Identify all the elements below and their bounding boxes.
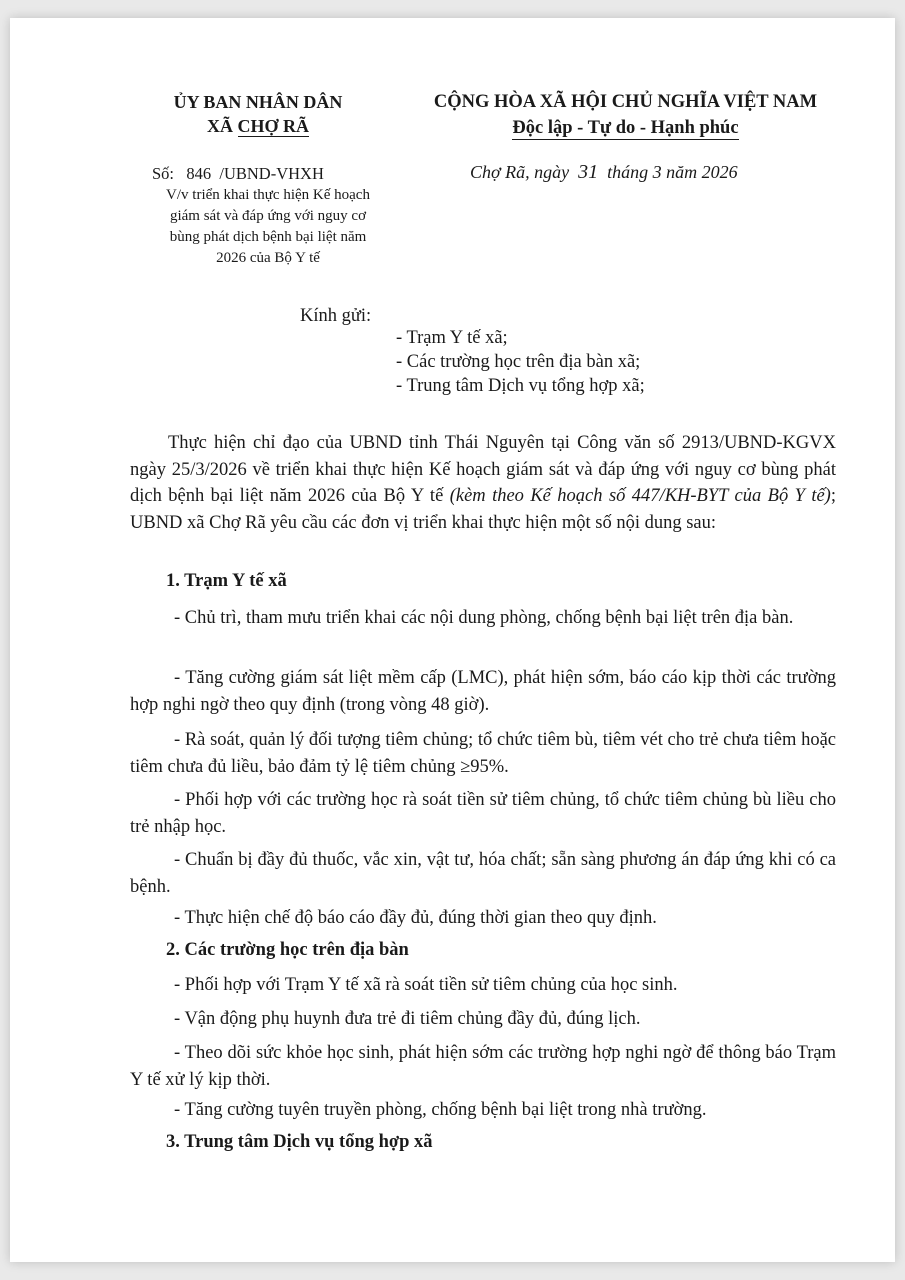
issuer-commune — [108, 114, 408, 138]
national-title: CỘNG HÒA XÃ HỘI CHỦ NGHĨA VIỆT NAM — [433, 92, 818, 112]
issuer-line1: ỦY BAN NHÂN DÂN — [173, 92, 343, 112]
section-2-item-2-text: - Vận động phụ huynh đưa trẻ đi tiêm chủng đầy đủ, đúng lịch. — [174, 1009, 641, 1029]
section-1-item-4 — [130, 787, 836, 840]
doc-number-suffix: /UBND-VHXH — [219, 164, 324, 183]
section-3-heading: 3. Trung tâm Dịch vụ tổng hợp xã — [166, 1132, 433, 1152]
section-1-item-4-text: - Phối hợp với các trường học rà soát tiền sử tiêm chủng, tổ chức tiêm chủng bù liều cho trẻ nhập học. — [130, 790, 836, 837]
section-1-item-2-text: - Tăng cường giám sát liệt mềm cấp (LMC), phát hiện sớm, báo cáo kịp thời các trường hợp nghi ngờ theo quy định (trong vòng 48 giờ). — [130, 668, 836, 715]
section-1-item-6 — [130, 905, 836, 932]
section-2-item-4-text: - Tăng cường tuyên truyền phòng, chống bệnh bại liệt trong nhà trường. — [174, 1100, 707, 1120]
section-1-item-6-text: - Thực hiện chế độ báo cáo đầy đủ, đúng thời gian theo quy định. — [174, 908, 657, 928]
date-line — [470, 161, 738, 184]
section-1-item-5 — [130, 847, 836, 900]
section-2-item-3 — [130, 1040, 836, 1093]
intro-part2: ; UBND xã Chợ Rã yêu cầu các đơn vị triển khai thực hiện một số nội dung sau: — [130, 486, 836, 533]
section-1-item-3 — [130, 727, 836, 780]
subject-line-3: bùng phát dịch bệnh bại liệt năm — [169, 229, 367, 245]
issuer-line2-underlined: CHỢ RÃ — [237, 116, 309, 136]
section-2-heading: 2. Các trường học trên địa bàn — [166, 940, 409, 960]
recipient-2: - Các trường học trên địa bàn xã; — [396, 352, 641, 372]
section-1-item-1-text: - Chủ trì, tham mưu triển khai các nội dung phòng, chống bệnh bại liệt trên địa bàn. — [174, 608, 794, 628]
date-prefix: Chợ Rã, ngày — [470, 162, 570, 182]
date-day: 31 — [578, 161, 599, 183]
national-motto-text: Độc lập - Tự do - Hạnh phúc — [512, 118, 739, 138]
section-1-heading: 1. Trạm Y tế xã — [166, 571, 287, 591]
intro-part1: Thực hiện chỉ đạo của UBND tỉnh Thái Nguyên tại Công văn số 2913/UBND-KGVX ngày 25/3/2026 về triển khai thực hiện Kế hoạch giám sát và đáp ứng với nguy cơ bùng phát dịch bệnh bại liệt năm 2026 của Bộ Y tế — [130, 433, 836, 506]
section-1-item-3-text: - Rà soát, quản lý đối tượng tiêm chủng; tổ chức tiêm bù, tiêm vét cho trẻ chưa tiêm hoặc tiêm chưa đủ liều, bảo đảm tỷ lệ tiêm chủng ≥95%. — [130, 730, 836, 777]
subject-line-2: giám sát và đáp ứng với nguy cơ — [169, 208, 367, 224]
section-2-item-1-text: - Phối hợp với Trạm Y tế xã rà soát tiền sử tiêm chủng của học sinh. — [174, 975, 678, 995]
intro-italic: (kèm theo Kế hoạch số 447/KH-BYT của Bộ Y tế) — [449, 486, 831, 506]
recipient-3: - Trung tâm Dịch vụ tổng hợp xã; — [396, 376, 645, 396]
section-2-item-1 — [130, 972, 836, 999]
recipients-label: Kính gửi: — [300, 306, 372, 326]
intro-paragraph — [130, 430, 836, 536]
doc-number-label: Số: — [152, 164, 175, 183]
issuer-name — [108, 90, 408, 114]
national-motto — [408, 116, 843, 141]
date-suffix: tháng 3 năm 2026 — [607, 162, 738, 182]
section-2-item-2 — [130, 1006, 836, 1033]
section-1-item-1 — [130, 605, 836, 632]
subject-line-1: V/v triển khai thực hiện Kế hoạch — [166, 187, 370, 203]
subject-line-4: 2026 của Bộ Y tế — [216, 250, 320, 266]
section-2-item-4 — [130, 1097, 836, 1124]
section-2-item-3-text: - Theo dõi sức khỏe học sinh, phát hiện sớm các trường hợp nghi ngờ để thông báo Trạm Y tế xử lý kịp thời. — [130, 1043, 836, 1090]
section-1-item-2 — [130, 665, 836, 718]
section-1-item-5-text: - Chuẩn bị đầy đủ thuốc, vắc xin, vật tư, hóa chất; sẵn sàng phương án đáp ứng khi có ca bệnh. — [130, 850, 836, 897]
doc-number-value: 846 — [186, 164, 212, 183]
issuer-line2-prefix: XÃ — [207, 116, 238, 136]
document-number — [152, 164, 324, 184]
recipient-1: - Trạm Y tế xã; — [396, 328, 508, 348]
